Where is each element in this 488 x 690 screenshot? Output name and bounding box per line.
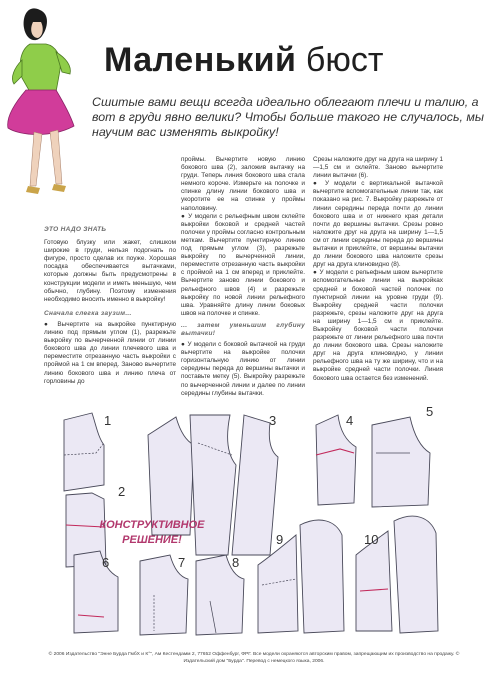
- section-heading-what: ЭТО НАДО ЗНАТЬ: [44, 226, 107, 233]
- step-number-9: 9: [276, 532, 284, 547]
- step-number-2: 2: [118, 484, 126, 499]
- col3-paragraph: Срезы наложите друг на друга на ширину 1—1,5 см и склейте. Заново вычертите линии вытачки (6).: [313, 156, 443, 180]
- pattern-diagrams: [0, 395, 488, 645]
- step-number-10: 10: [364, 532, 379, 547]
- column-2: [181, 156, 305, 398]
- col1-step: ● Вычертите на выкройке пунктирную линию под прямым углом (1), разрежьте выкройку по вычерченной линии от линии бокового шва до линии плечевого шва и переместите отрезанную часть выкройки с проймой на 1 см вперед. Заново вычертите линию бокового шва и линию плеча от горловины до: [44, 320, 176, 385]
- step-number-7: 7: [178, 555, 186, 570]
- section-heading-first: Сначала слегка заузим...: [44, 309, 132, 317]
- pattern-figure-4: [316, 415, 356, 505]
- column-1: [44, 226, 176, 386]
- pattern-figure-6: [74, 551, 118, 633]
- column-3: [313, 156, 443, 383]
- col2-step: ● У модели с рельефным швом склейте выкройки боковой и средней частей полочки у проймы согласно контрольным меткам. Вычертите пунктирную линию под прямым углом (3), разрежьте выкройку по вычерченной линии, переместите отрезанную часть выкройки с проймой на 1 см вперед и приклейте. Вычертите заново линии бокового и рельефного швов (4) и разрежьте выкройку по новой линии рельефного шва. Уравняйте длину линии боковых швов на полочке и спинке.: [181, 212, 305, 317]
- step-number-8: 8: [232, 555, 240, 570]
- col1-paragraph: Готовую блузку или жакет, слишком широкие в груди, нельзя подогнать по фигуре, просто сделав их поуже. Хорошая посадка обеспечивается вытачками, которые должны быть предусмотрены в конструкции модели и иметь меньшую, чем обычно, глубину. Поэтому изменения необходимо вносить именно в выкройку!: [44, 239, 176, 303]
- step-number-3: 3: [269, 413, 277, 428]
- col3-step: ● У модели с вертикальной вытачкой вычертите вспомогательные линии так, как показано на рис. 7. Выкройку разрежьте от линии середины переда почти до линии бокового шва и от нижнего края детали почти до вершины вытачки. Срезы ровно наложите друг на друга на ширину 1—1,5 см от линии середины переда до вершины вытачки и приклейте, от вершины вытачки до линии бокового шва наложите срезы друг на друга клиновидно (8).: [313, 180, 443, 269]
- title-light: бюст: [305, 41, 384, 79]
- col2-step2: ● У модели с боковой вытачкой на груди вычертите на выкройке полочки горизонтальную линию от линии середины переда до вершины вытачки и поставьте метку (5). Выкройку разрежьте по вычерченной линии и далее по линии середины глубины вытачки.: [181, 341, 305, 397]
- fashion-illustration: [0, 0, 92, 215]
- step-number-1: 1: [104, 413, 112, 428]
- page-title: [104, 40, 383, 80]
- pattern-figure-1: [64, 413, 104, 491]
- step-number-6: 6: [102, 555, 110, 570]
- solution-heading: КОНСТРУКТИВНОЕ РЕШЕНИЕ!: [99, 519, 205, 546]
- step-number-5: 5: [426, 404, 434, 419]
- intro-text: Сшитые вами вещи всегда идеально облегают плечи и талию, а вот в груди явно велики? Чтобы больше такого не случалось, мы научим вас изменять выкройку!: [92, 95, 485, 139]
- col3-step2: ● У модели с рельефным швом вычертите вспомогательные линии на выкройках средней и боковой частей полочек по пунктирной линии на уровне груди (9). Выкройку средней части полочки разрежьте, срезы наложите друг на друга на ширину 1—1,5 см и приклейте. Выкройку боковой части полочки разрежьте от линии рельефного шва почти до линии бокового шва. Срезы наложите друг на друга клиновидно, у линии рельефного шва на ту же ширину, что и на выкройке средней части полочки. Линия бокового шва остается без изменений.: [313, 269, 443, 382]
- col2-paragraph: проймы. Вычертите новую линию бокового шва (2), заложив вытачку на груди. Теперь линия бокового шва стала немного короче. Измерьте на полочке и спинке длину линии бокового шва и укоротите ее на спинке у проймы наполовину.: [181, 156, 305, 212]
- step-number-4: 4: [346, 413, 354, 428]
- footer-copyright: © 2006 Издательство "Энне Бурда ГмбХ и К°", Ам Кестендамм 2, 77652 Оффенбург, ФРГ. Все модели охраняются авторским правом, запрещающим их производство на продажу. © Издательский дом "Бурда". Перевод с немецкого языка, 2006.: [48, 652, 460, 664]
- title-bold: Маленький: [104, 41, 297, 79]
- pattern-figure-5: [372, 417, 430, 507]
- section-heading-then: ... затем уменьшим глубину вытачки!: [181, 321, 305, 337]
